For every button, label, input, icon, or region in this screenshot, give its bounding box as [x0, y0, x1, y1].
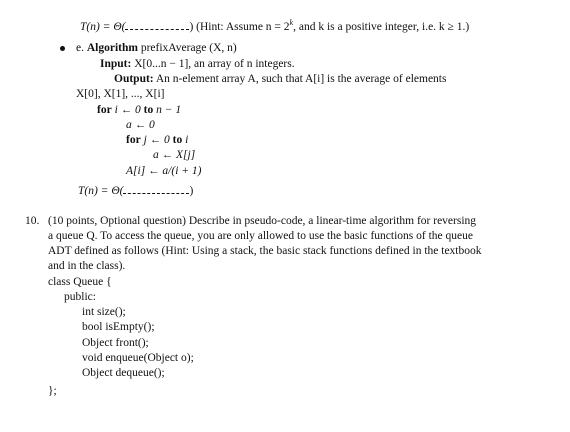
q10-text-line: ADT defined as follows (Hint: Using a stack, the basic stack functions defined in the textbook: [48, 245, 482, 257]
top-tn-sup: k: [289, 18, 294, 27]
class-method-line: Object front();: [82, 337, 149, 349]
code-expr: i ← 0: [114, 104, 141, 116]
top-tn-tail: , and k is a positive integer, i.e. k ≥ 1.): [293, 20, 470, 33]
class-method-line: void enqueue(Object o);: [82, 352, 194, 364]
code-keyword: for: [126, 134, 141, 146]
output-label: Output:: [114, 73, 154, 85]
output-line-2: X[0], X[1], ..., X[i]: [76, 88, 165, 100]
part-e-tn-blank[interactable]: [123, 183, 189, 194]
top-complexity-line: [80, 16, 469, 34]
code-line-for-i: [97, 103, 181, 117]
code-expr: j ← 0: [143, 134, 170, 146]
code-keyword: to: [172, 134, 183, 146]
code-expr: i: [185, 134, 189, 146]
q10-text-line: (10 points, Optional question) Describe in pseudo-code, a linear-time algorithm for reversing: [48, 215, 477, 227]
output-line-1: [114, 72, 446, 86]
q10-text-line: a queue Q. To access the queue, you are only allowed to use the basic functions of the queue: [48, 230, 473, 242]
class-public-line: public:: [64, 291, 96, 303]
top-tn-suffix: ) (Hint: Assume n = 2: [189, 20, 290, 33]
code-line-a-init: a ← 0: [126, 119, 155, 131]
class-close-line: };: [48, 385, 57, 397]
part-e-header: [76, 41, 237, 55]
code-expr: n − 1: [156, 104, 182, 116]
code-line-for-j: [126, 133, 188, 147]
algorithm-name: prefixAverage (X, n): [140, 42, 237, 54]
part-e-tn-suffix: ): [189, 185, 194, 197]
class-header-line: class Queue {: [48, 276, 112, 288]
top-tn-prefix: T(n) = Θ(: [80, 20, 126, 33]
part-e-complexity-line: [78, 183, 193, 198]
code-line-average: A[i] ← a/(i + 1): [126, 165, 202, 177]
output-text-1: An n-element array A, such that A[i] is the average of elements: [155, 73, 447, 85]
input-line: [100, 57, 295, 71]
top-tn-blank[interactable]: [125, 19, 189, 30]
q10-number: 10.: [25, 215, 40, 227]
bullet-icon: [60, 46, 65, 51]
part-e-label: e.: [76, 42, 84, 54]
input-label: Input:: [100, 58, 132, 70]
input-text: X[0...n − 1], an array of n integers.: [134, 58, 295, 70]
class-method-line: Object dequeue();: [82, 367, 165, 379]
algorithm-word: Algorithm: [86, 42, 138, 54]
class-method-line: int size();: [82, 306, 126, 318]
class-method-line: bool isEmpty();: [82, 321, 155, 333]
code-keyword: for: [97, 104, 112, 116]
code-line-a-assign: a ← X[j]: [153, 149, 196, 161]
part-e-tn-prefix: T(n) = Θ(: [78, 185, 124, 197]
q10-text-line: and in the class).: [48, 260, 126, 272]
code-keyword: to: [143, 104, 154, 116]
